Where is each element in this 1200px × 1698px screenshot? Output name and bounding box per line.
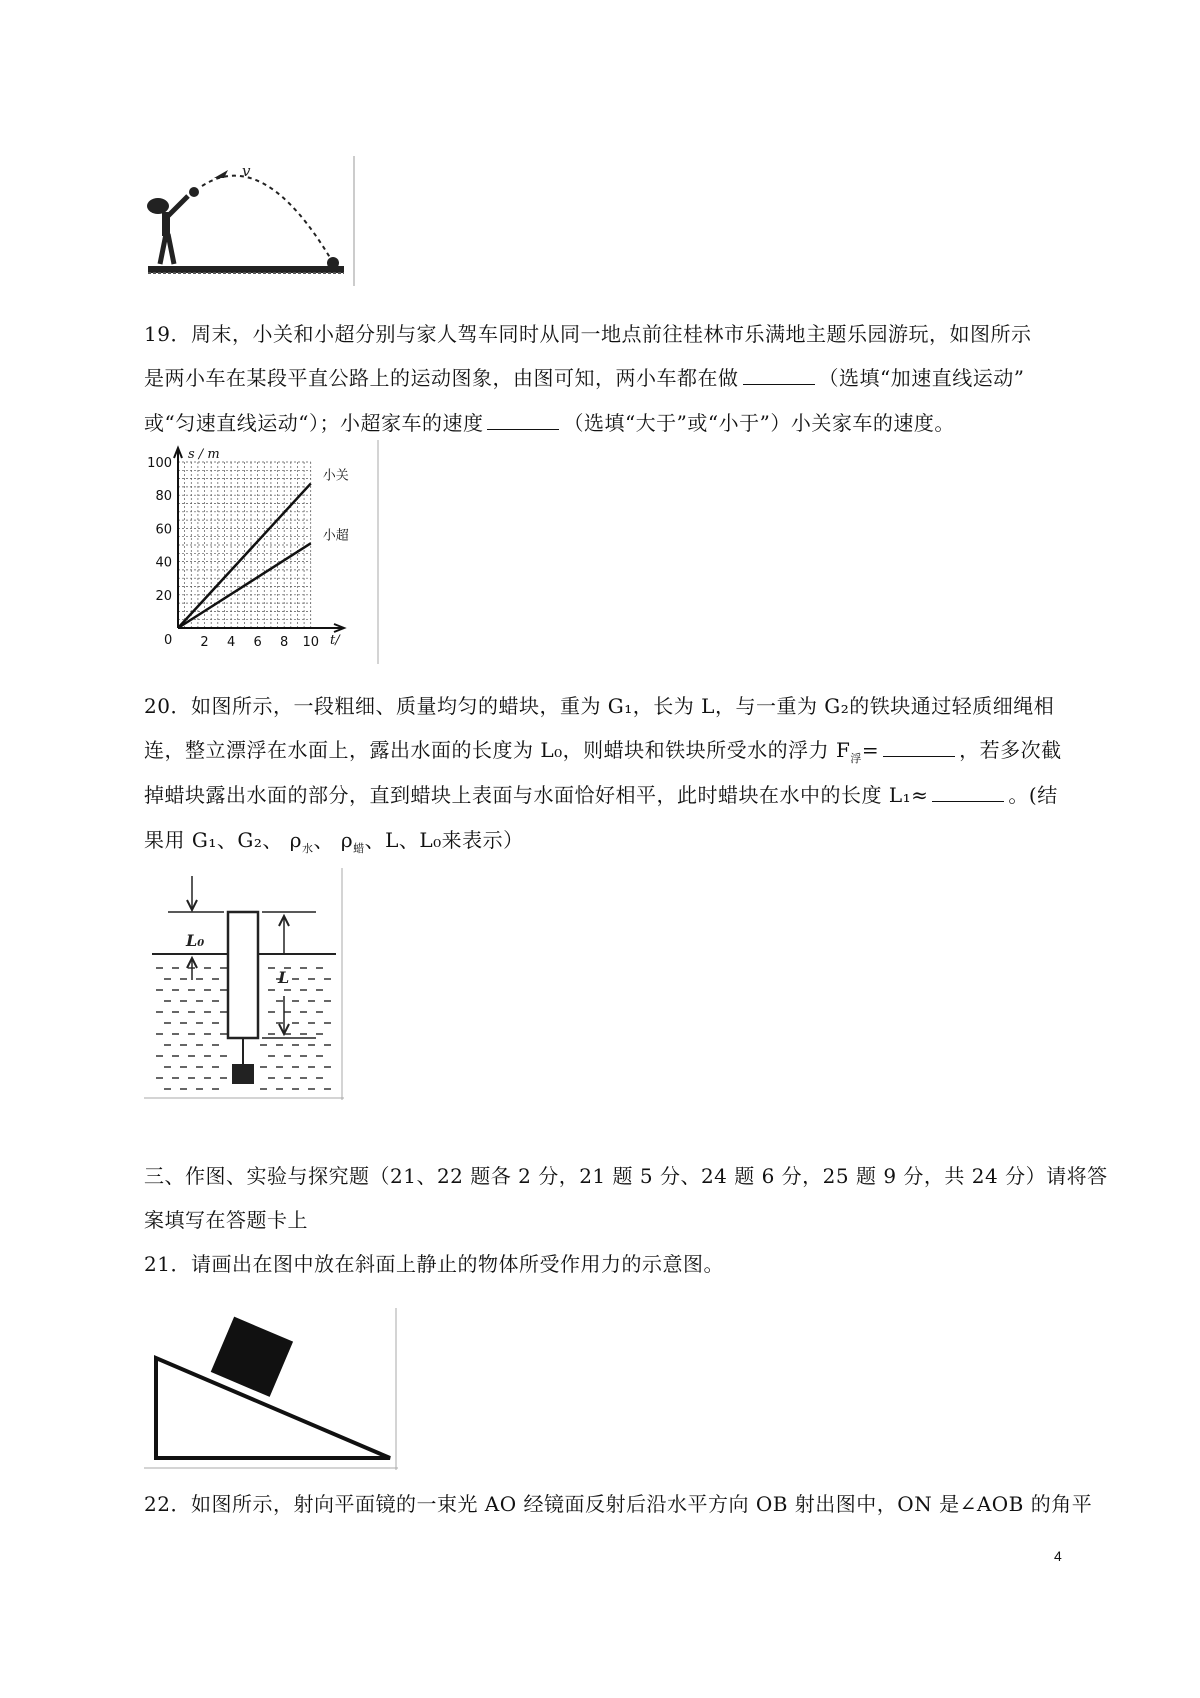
q20-line-2-text: 连，整立漂浮在水面上，露出水面的长度为 L₀，则蜡块和铁块所受水的浮力 F xyxy=(144,738,851,762)
q19-line-1: 19．周末，小关和小超分别与家人驾车同时从同一地点前往桂林市乐满地主题乐园游玩，如图所示 xyxy=(144,322,1032,346)
q21-text: 21．请画出在图中放在斜面上静止的物体所受作用力的示意图。 xyxy=(144,1252,724,1276)
q20-line-2-tail: ，若多次截 xyxy=(959,738,1062,762)
figure-s-t-graph xyxy=(144,440,380,664)
q20-line-3-tail: 。(结 xyxy=(1008,783,1058,807)
equals-sign: = xyxy=(861,738,880,762)
page-number: 4 xyxy=(1054,1548,1062,1564)
label-L0: L₀ xyxy=(186,931,205,950)
subscript-float: 浮 xyxy=(850,752,862,765)
answer-blank[interactable] xyxy=(883,738,955,757)
section-3-line-1: 三、作图、实验与探究题（21、22 题各 2 分，21 题 5 分、24 题 6 分，25 题 9 分，共 24 分）请将答 xyxy=(144,1164,1108,1188)
x-tick-label: 10 xyxy=(302,635,320,650)
q20-line-4-text: 果用 G₁、G₂、 ρ xyxy=(144,828,302,852)
figure-projectile xyxy=(144,156,356,286)
x-tick-label: 4 xyxy=(226,635,236,650)
y-tick-label: 40 xyxy=(155,555,172,571)
subscript-wax: 蜡 xyxy=(353,842,365,855)
y-tick-label: 80 xyxy=(155,489,172,505)
answer-blank[interactable] xyxy=(743,366,815,385)
subscript-water: 水 xyxy=(301,842,314,855)
q20-line-3-text: 掉蜡块露出水面的部分，直到蜡块上表面与水面恰好相平，此时蜡块在水中的长度 L₁≈ xyxy=(144,783,929,807)
q19-line-3-options: （选填“大于”或“小于”）小关家车的速度。 xyxy=(563,411,955,435)
x-tick-label: 8 xyxy=(280,635,289,650)
y-tick-label: 60 xyxy=(155,522,172,538)
origin-label: 0 xyxy=(164,633,173,648)
q20-line-4 xyxy=(144,824,524,856)
s-t-chart xyxy=(144,440,380,664)
q20-line-2 xyxy=(144,734,1062,766)
figure-floating-block xyxy=(144,868,344,1100)
section-3-line-2: 案填写在答题卡上 xyxy=(144,1208,308,1232)
answer-blank[interactable] xyxy=(932,783,1004,802)
q20-line-3 xyxy=(144,779,1058,808)
velocity-label: v xyxy=(242,162,251,180)
answer-blank[interactable] xyxy=(487,411,559,430)
q22-text: 22．如图所示，射向平面镜的一束光 AO 经镜面反射后沿水平方向 OB 射出图中，ON 是∠AOB 的角平 xyxy=(144,1492,1093,1516)
q19-line-2-text: 是两小车在某段平直公路上的运动图象，由图可知，两小车都在做 xyxy=(144,366,739,390)
q20-line-4-tail: 、L、L₀来表示） xyxy=(364,828,524,852)
q20-line-1: 20．如图所示，一段粗细、质量均匀的蜡块，重为 G₁，长为 L，与一重为 G₂的铁块通过轻质细绳相 xyxy=(144,694,1055,718)
label-L: L xyxy=(278,968,290,987)
series-label: 小超 xyxy=(322,528,349,544)
rho-symbol: 、 ρ xyxy=(313,828,354,852)
q19-line-2-options: （选填“加速直线运动” xyxy=(818,366,1025,390)
x-tick-label: 2 xyxy=(200,635,209,650)
q19-line-2 xyxy=(144,362,1024,391)
y-tick-label: 20 xyxy=(155,588,172,604)
series-label: 小关 xyxy=(322,468,349,484)
q19-line-3 xyxy=(144,407,955,436)
figure-incline xyxy=(144,1308,398,1470)
y-tick-label: 100 xyxy=(147,456,172,471)
x-axis-label: t/ xyxy=(330,633,340,648)
y-axis-label: s / m xyxy=(188,447,220,462)
x-tick-label: 6 xyxy=(253,635,262,650)
q19-line-3-text: 或“匀速直线运动“）；小超家车的速度 xyxy=(144,411,484,435)
